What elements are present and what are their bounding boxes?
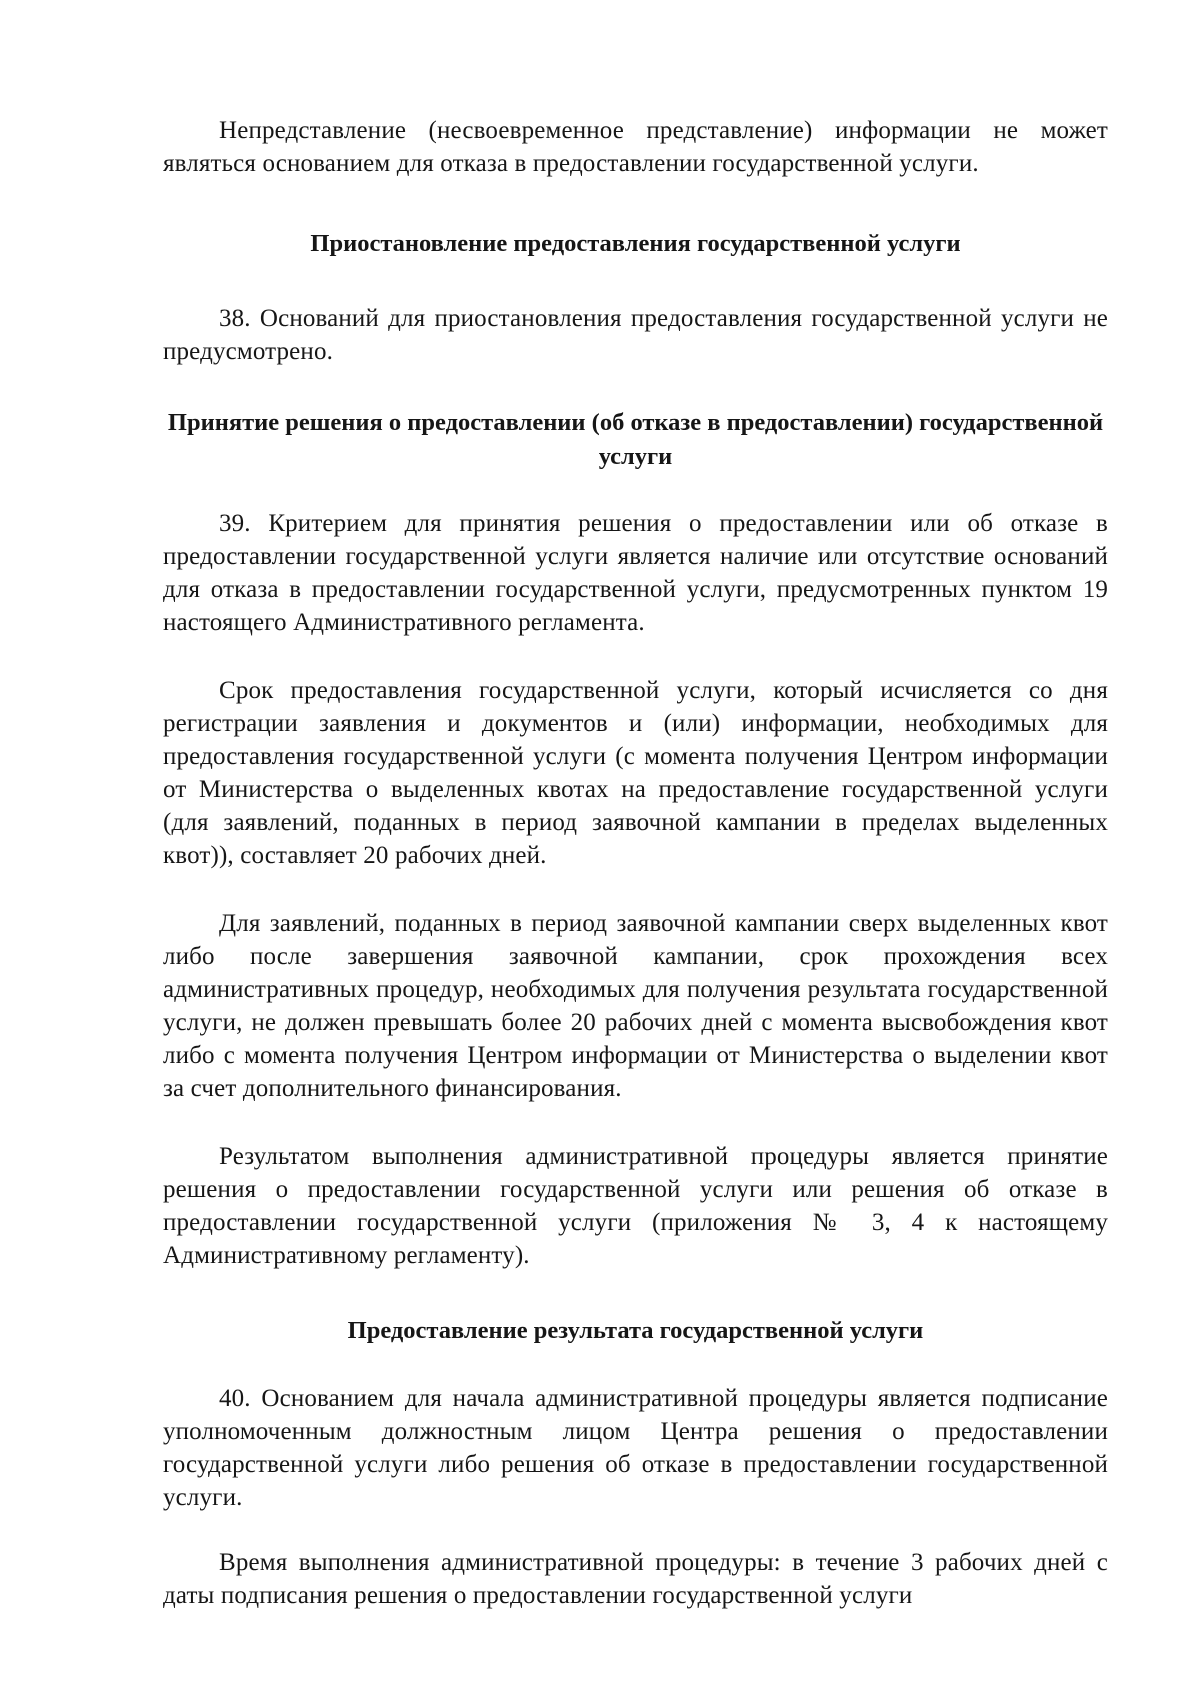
paragraph-item-38: 38. Оснований для приостановления предоставления государственной услуги не предусмотрено. bbox=[163, 305, 1108, 365]
spacer bbox=[163, 261, 1108, 302]
spacer bbox=[163, 180, 1108, 227]
heading-decision: Принятие решения о предоставлении (об отказе в предоставлении) государственной услуги bbox=[167, 409, 1104, 470]
paragraph-over-quota-term: Для заявлений, поданных в период заявочной кампании сверх выделенных квот либо после завершения заявочной кампании, срок прохождения всех административных процедур, необходимых для получения результата государственной услуги, не должен превышать более 20 рабочих дней с момента высвобождения квот либо с момента получения Центром информации от Министерства о выделении квот за счет дополнительного финансирования. bbox=[163, 910, 1108, 1102]
spacer bbox=[163, 474, 1108, 507]
spacer bbox=[163, 368, 1108, 406]
paragraph-procedure-time: Время выполнения административной процедуры: в течение 3 рабочих дней с даты подписания решения о предоставлении государственной услуги bbox=[163, 1549, 1108, 1609]
spacer bbox=[163, 639, 1108, 674]
spacer bbox=[163, 1272, 1108, 1314]
spacer bbox=[163, 1348, 1108, 1382]
spacer bbox=[163, 1105, 1108, 1140]
spacer bbox=[163, 872, 1108, 907]
heading-result-delivery: Предоставление результата государственной услуги bbox=[347, 1317, 924, 1344]
spacer bbox=[163, 1514, 1108, 1546]
paragraph-procedure-result: Результатом выполнения административной процедуры является принятие решения о предоставлении государственной услуги или решения об отказе в предоставлении государственной услуги (приложения № 3, 4 к настоящему Административному регламенту). bbox=[163, 1143, 1108, 1269]
paragraph-non-provision-info: Непредставление (несвоевременное представление) информации не может являться основанием для отказа в предоставлении государственной услуги. bbox=[163, 117, 1108, 177]
paragraph-service-term: Срок предоставления государственной услуги, который исчисляется со дня регистрации заявления и документов и (или) информации, необходимых для предоставления государственной услуги (с момента получения Центром информации от Министерства о выделенных квотах на предоставление государственной услуги (для заявлений, поданных в период заявочной кампании в пределах выделенных квот)), составляет 20 рабочих дней. bbox=[163, 677, 1108, 869]
document-body bbox=[163, 114, 1108, 1612]
paragraph-item-40: 40. Основанием для начала административной процедуры является подписание уполномоченным должностным лицом Центра решения о предоставлении государственной услуги либо решения об отказе в предоставлении государственной услуги. bbox=[163, 1385, 1108, 1511]
paragraph-item-39: 39. Критерием для принятия решения о предоставлении или об отказе в предоставлении государственной услуги является наличие или отсутствие оснований для отказа в предоставлении государственной услуги, предусмотренных пунктом 19 настоящего Административного регламента. bbox=[163, 510, 1108, 636]
heading-suspension: Приостановление предоставления государственной услуги bbox=[310, 230, 961, 257]
